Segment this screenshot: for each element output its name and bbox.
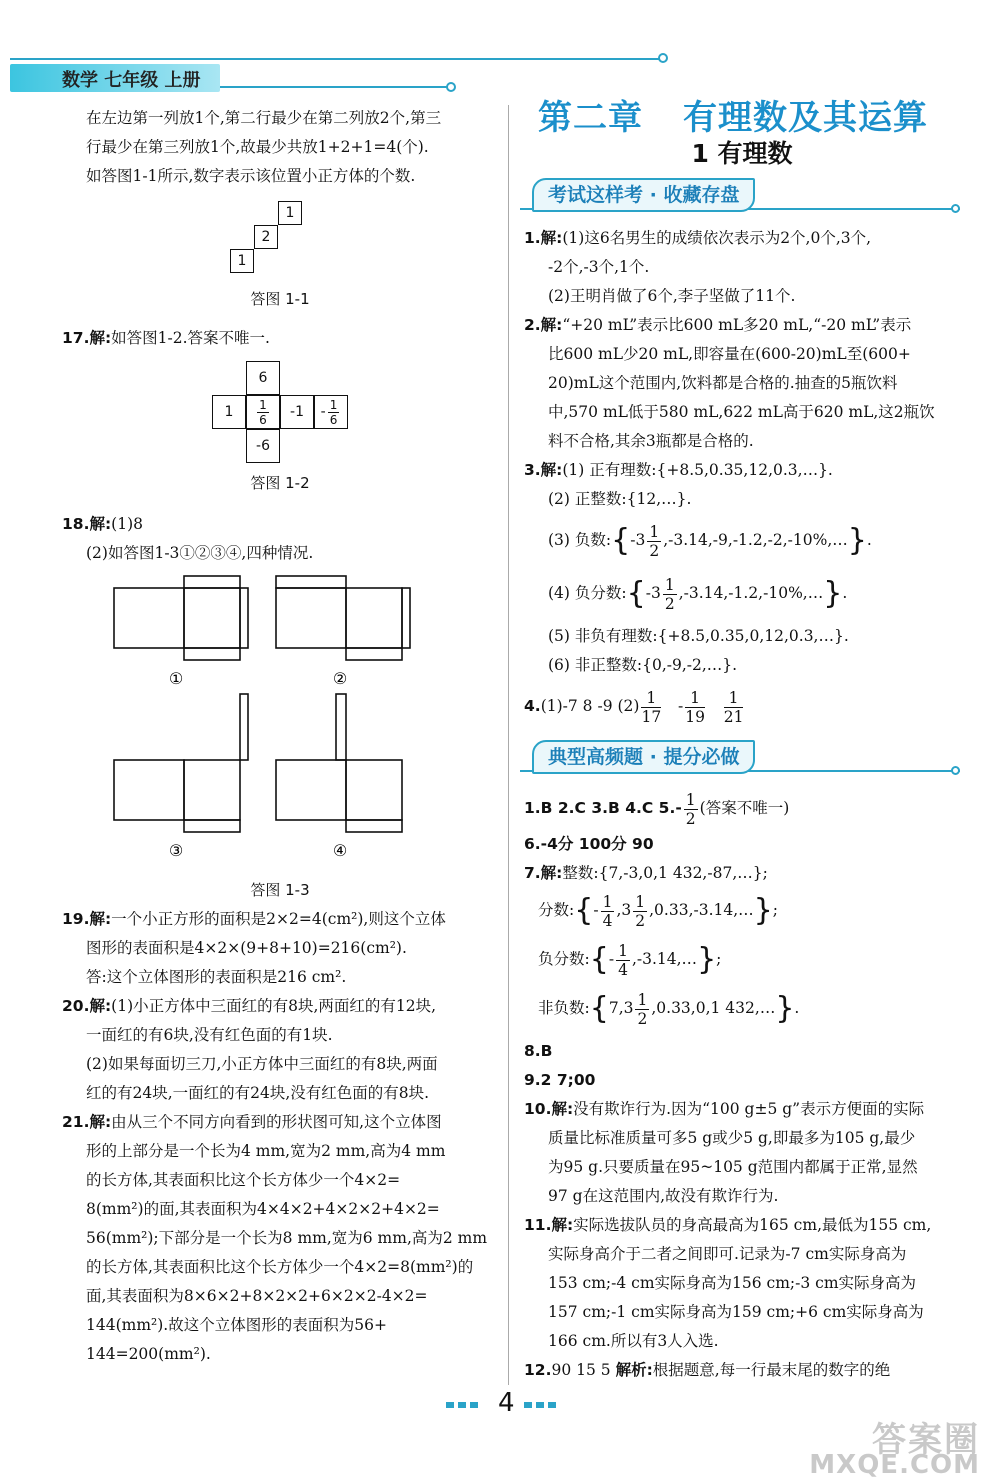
frac-den: 2 xyxy=(685,809,696,828)
banner-exam xyxy=(520,178,960,214)
fig12-right2-frac xyxy=(328,398,340,427)
banner-label: 考试这样考 · 收藏存盘 xyxy=(532,178,755,212)
left-brace-icon: { xyxy=(611,523,631,558)
frac-sign: - xyxy=(320,403,326,420)
right-brace-icon: } xyxy=(823,576,843,611)
q3-label: (3) 负数: xyxy=(548,531,612,549)
q20-text: (1)小正方体中三面红的有8块,两面红的有12块, xyxy=(111,997,437,1015)
q18 xyxy=(62,510,498,539)
frac-num: 1 xyxy=(635,892,646,911)
header-rule xyxy=(10,58,660,60)
fig12-right1: -1 xyxy=(280,395,314,429)
fraction xyxy=(684,791,698,828)
q12-analysis-label: 解析: xyxy=(615,1361,653,1379)
frac-num: 1 xyxy=(259,397,267,412)
q7-label: 负分数: xyxy=(538,950,590,968)
q1-text: (1)这6名男生的成绩依次表示为2个,0个,3个, xyxy=(562,229,872,247)
q8-line: 8.B xyxy=(524,1042,553,1060)
fig11-cell: 1 xyxy=(230,249,254,273)
q4-num: 4. xyxy=(524,697,541,715)
page-footer xyxy=(0,1388,1000,1428)
q5-tail: (答案不唯一) xyxy=(699,799,790,817)
q18-b: (2)如答图1-3①②③④,四种情况. xyxy=(86,544,314,562)
left-brace-icon: { xyxy=(589,991,609,1026)
frac-den: 2 xyxy=(649,541,660,560)
q11-line: 157 cm;-1 cm实际身高为159 cm;+6 cm实际身高为 xyxy=(548,1303,924,1321)
q7-rest: ,0.33,-3.14,… xyxy=(649,901,754,919)
fraction xyxy=(616,942,630,979)
frac-den: 2 xyxy=(635,911,646,930)
fig12-top: 6 xyxy=(246,361,280,395)
q7-label: 分数: xyxy=(538,901,575,919)
section-heading: 1 有理数 xyxy=(691,139,793,168)
fig13-label: ④ xyxy=(332,841,348,860)
q10-line: 97 g在这范围内,故没有欺诈行为. xyxy=(548,1187,779,1205)
q20-line: 红的有24块,一面红的有24块,没有红色面的有8块. xyxy=(86,1084,430,1102)
intro-line: 行最少在第三列放1个,故最少共放1+2+1=4(个). xyxy=(86,138,429,156)
q11-line: 153 cm;-4 cm实际身高为156 cm;-3 cm实际身高为 xyxy=(548,1274,917,1292)
q6-line: 6.-4分 100分 90 xyxy=(524,835,654,853)
fig11-cell: 2 xyxy=(254,225,278,249)
q7-line-negfractions: 负分数:{- $\frac{1}{4}$ ,-3.14,…}; xyxy=(538,941,722,979)
frac-den: 17 xyxy=(641,707,662,726)
q10-line xyxy=(524,1095,960,1124)
frac-num: 1 xyxy=(641,689,661,708)
figure-caption: 答图 1-2 xyxy=(250,474,310,492)
fig12-left: 1 xyxy=(212,395,246,429)
q21-line: 的长方体,其表面积比这个长方体少一个4×2= xyxy=(86,1171,401,1189)
q4-text: (1)-7 8 -9 (2) xyxy=(540,697,640,715)
q21-line xyxy=(62,1108,498,1137)
q12-text: 90 15 5 xyxy=(551,1361,616,1379)
q12-line xyxy=(524,1356,960,1385)
left-brace-icon: { xyxy=(574,893,594,928)
q3-label: (4) 负分数: xyxy=(548,584,627,602)
frac-num: 1 xyxy=(724,689,744,708)
q2-text: “+20 mL”表示比600 mL多20 mL,“-20 mL”表示 xyxy=(562,316,912,334)
fig12-bottom: -6 xyxy=(246,429,280,463)
figure-1-3 xyxy=(100,574,460,904)
banner-dot xyxy=(951,204,960,213)
q11-num: 11.解: xyxy=(524,1216,574,1234)
header-rule-dot xyxy=(658,53,668,63)
figure-caption: 答图 1-3 xyxy=(250,881,310,899)
fig12-right2 xyxy=(314,395,348,429)
q3-line: (2) 正整数:{12,…}. xyxy=(548,490,692,508)
fig13-svg xyxy=(100,574,460,904)
fig11-cell: 1 xyxy=(278,201,302,225)
chapter-title: 有理数及其运算 xyxy=(683,98,928,138)
fig12-mid-frac xyxy=(257,398,269,427)
q3-text: (1) 正有理数:{+8.5,0.35,12,0.3,…}. xyxy=(562,461,833,479)
chapter-number: 第二章 xyxy=(538,98,643,138)
q19-text: 一个小正方形的面积是2×2=4(cm²),则这个立体 xyxy=(111,910,446,928)
q3-pre: -3 xyxy=(630,531,646,549)
header-title: 数学 七年级 上册 xyxy=(62,70,201,91)
figure-1-1 xyxy=(230,199,330,279)
q17-text: 如答图1-2.答案不唯一. xyxy=(111,329,270,347)
frac-den: 19 xyxy=(685,707,705,726)
q2-line: 比600 mL少20 mL,即容量在(600-20)mL至(600+ xyxy=(548,345,911,363)
chapter-heading xyxy=(524,98,960,138)
frac-num: 1 xyxy=(664,575,675,594)
intro-line: 在左边第一列放1个,第二行最少在第二列放2个,第三 xyxy=(86,109,442,127)
q1-line xyxy=(524,224,960,253)
q11-line xyxy=(524,1211,960,1240)
q11-line: 166 cm.所以有3人入选. xyxy=(548,1332,719,1350)
q9-line: 9.2 7;00 xyxy=(524,1071,596,1089)
q7-line xyxy=(524,859,960,888)
frac-den: 6 xyxy=(329,412,338,427)
frac-num: 1 xyxy=(649,522,660,541)
frac-sign: - xyxy=(593,901,599,919)
q21-line: 56(mm²);下部分是一个长为8 mm,宽为6 mm,高为2 mm xyxy=(86,1229,488,1247)
q21-line: 的长方体,其表面积比这个长方体少一个4×2=8(mm²)的 xyxy=(86,1258,474,1276)
frac-den: 2 xyxy=(637,1009,648,1028)
footer-deco xyxy=(524,1402,560,1408)
q7-rest: ,-3.14,… xyxy=(631,950,698,968)
q3-line: (6) 非正整数:{0,-9,-2,…}. xyxy=(548,656,738,674)
page-number: 4 xyxy=(498,1388,515,1418)
frac-den: 6 xyxy=(259,412,267,427)
q10-text: 没有欺诈行为.因为“100 g±5 g”表示方便面的实际 xyxy=(573,1100,925,1118)
q3-line-negatives: (3) 负数:{-3 $\frac{1}{2}$ ,-3.14,-9,-1.2,-2,-10%,…}. xyxy=(548,522,872,560)
fig13-label: ③ xyxy=(168,841,184,860)
q21-line: 144(mm²).故这个立体图形的表面积为56+ xyxy=(86,1316,387,1334)
q1-line: -2个,-3个,1个. xyxy=(548,258,650,276)
q3-line xyxy=(524,456,960,485)
frac-num: 1 xyxy=(329,397,338,412)
fig12-mid xyxy=(246,395,280,429)
q3-line: (5) 非负有理数:{+8.5,0.35,0,12,0.3,…}. xyxy=(548,627,849,645)
q17 xyxy=(62,324,498,353)
frac-num: 1 xyxy=(685,689,705,708)
frac-den: 2 xyxy=(664,594,675,613)
right-brace-icon: } xyxy=(775,991,795,1026)
fraction xyxy=(633,893,647,930)
q7-mid: ,3 xyxy=(616,901,632,919)
right-column xyxy=(524,98,960,1385)
q21-num: 21.解: xyxy=(62,1113,112,1131)
fig13-label: ① xyxy=(168,669,184,688)
column-divider xyxy=(508,105,509,1385)
q18-a: (1)8 xyxy=(111,515,143,533)
q21-line: 面,其表面积为8×6×2+8×2×2+6×2×2-4×2= xyxy=(86,1287,428,1305)
right-brace-icon: } xyxy=(753,893,773,928)
left-column xyxy=(62,104,498,1369)
header-underline-dot xyxy=(446,82,456,92)
q20-line: 一面红的有6块,没有红色面的有1块. xyxy=(86,1026,333,1044)
q7-line-nonneg: 非负数:{7,3 $\frac{1}{2}$ ,0.33,0,1 432,…}. xyxy=(538,990,800,1028)
banner-dot xyxy=(951,766,960,775)
q3-rest: ,-3.14,-9,-1.2,-2,-10%,… xyxy=(663,531,848,549)
q4-line xyxy=(524,684,960,728)
watermark-url: MXQE.COM xyxy=(809,1450,980,1480)
q19-line xyxy=(62,905,498,934)
frac-den: 4 xyxy=(602,911,613,930)
q3-rest: ,-3.14,-1.2,-10%,… xyxy=(678,584,824,602)
q12-tail: 根据题意,每一行最末尾的数字的绝 xyxy=(652,1361,891,1379)
q21-line: 144=200(mm²). xyxy=(86,1345,211,1363)
q20-line: (2)如果每面切三刀,小正方体中三面红的有8块,两面 xyxy=(86,1055,438,1073)
fraction xyxy=(635,991,649,1028)
q2-line: 20)mL这个范围内,饮料都是合格的.抽查的5瓶饮料 xyxy=(548,374,898,392)
frac-sign: - xyxy=(677,697,684,715)
q20-line xyxy=(62,992,498,1021)
q11-text: 实际选拔队员的身高最高为165 cm,最低为155 cm, xyxy=(573,1216,932,1234)
fraction xyxy=(685,689,705,726)
frac-sign: - xyxy=(608,950,615,968)
intro-line: 如答图1-1所示,数字表示该位置小正方体的个数. xyxy=(86,167,416,185)
q1-5-line xyxy=(524,786,960,830)
right-brace-icon: } xyxy=(697,942,717,977)
frac-den: 4 xyxy=(618,960,628,979)
header-underline xyxy=(220,86,450,88)
fig13-label: ② xyxy=(332,669,348,688)
q7-rest: ,0.33,0,1 432,… xyxy=(651,999,776,1017)
fraction xyxy=(641,689,661,726)
q19-line: 答:这个立体图形的表面积是216 cm². xyxy=(86,968,347,986)
q1-line: (2)王明肖做了6个,李子坚做了11个. xyxy=(548,287,796,305)
q2-line xyxy=(524,311,960,340)
q20-num: 20.解: xyxy=(62,997,112,1015)
footer-deco xyxy=(446,1402,482,1408)
q19-num: 19.解: xyxy=(62,910,112,928)
q10-line: 质量比标准质量可多5 g或少5 g,即最多为105 g,最少 xyxy=(548,1129,916,1147)
q21-line: 形的上部分是一个长为4 mm,宽为2 mm,高为4 mm xyxy=(86,1142,446,1160)
q1-num: 1.解: xyxy=(524,229,563,247)
q5-text: 1.B 2.C 3.B 4.C 5.- xyxy=(524,799,682,817)
frac-num: 1 xyxy=(637,990,648,1009)
q7-num: 7.解: xyxy=(524,864,563,882)
q18-num: 18.解: xyxy=(62,515,112,533)
q2-line: 中,570 mL低于580 mL,622 mL高于620 mL,这2瓶饮 xyxy=(548,403,935,421)
q7-text: 整数:{7,-3,0,1 432,-87,…}; xyxy=(562,864,768,882)
q7-label: 非负数: xyxy=(538,999,590,1017)
frac-num: 1 xyxy=(618,941,628,960)
q7-mid: 7,3 xyxy=(608,999,634,1017)
watermark-logo: 答案圈 xyxy=(872,1420,980,1460)
left-brace-icon: { xyxy=(626,576,646,611)
q7-line-fractions: 分数:{- $\frac{1}{4}$ ,3 $\frac{1}{2}$ ,0.33,-3.14,…}; xyxy=(538,892,778,930)
q2-line: 料不合格,其余3瓶都是合格的. xyxy=(548,432,754,450)
fraction xyxy=(601,893,615,930)
q19-line: 图形的表面积是4×2×(9+8+10)=216(cm²). xyxy=(86,939,407,957)
right-brace-icon: } xyxy=(847,523,867,558)
q17-num: 17.解: xyxy=(62,329,112,347)
figure-1-2 xyxy=(212,361,348,465)
banner-frequent xyxy=(520,740,960,776)
q2-num: 2.解: xyxy=(524,316,563,334)
q3-num: 3.解: xyxy=(524,461,563,479)
q12-num: 12. xyxy=(524,1361,552,1379)
q21-text: 由从三个不同方向看到的形状图可知,这个立体图 xyxy=(111,1113,442,1131)
frac-den: 21 xyxy=(723,707,744,726)
q3-line-negfractions: (4) 负分数:{-3 $\frac{1}{2}$ ,-3.14,-1.2,-10%,…}. xyxy=(548,575,848,613)
figure-caption: 答图 1-1 xyxy=(250,290,310,308)
left-brace-icon: { xyxy=(589,942,609,977)
fraction xyxy=(647,523,661,560)
q3-pre: -3 xyxy=(645,584,661,602)
frac-num: 1 xyxy=(685,790,696,809)
q10-line: 为95 g.只要质量在95~105 g范围内都属于正常,显然 xyxy=(548,1158,918,1176)
fraction xyxy=(724,689,744,726)
frac-num: 1 xyxy=(602,892,613,911)
q10-num: 10.解: xyxy=(524,1100,574,1118)
page-header xyxy=(10,56,990,96)
fraction xyxy=(663,576,677,613)
banner-label: 典型高频题 · 提分必做 xyxy=(532,740,755,774)
q21-line: 8(mm²)的面,其表面积为4×4×2+4×2×2+4×2= xyxy=(86,1200,440,1218)
q11-line: 实际身高介于二者之间即可.记录为-7 cm实际身高为 xyxy=(548,1245,907,1263)
